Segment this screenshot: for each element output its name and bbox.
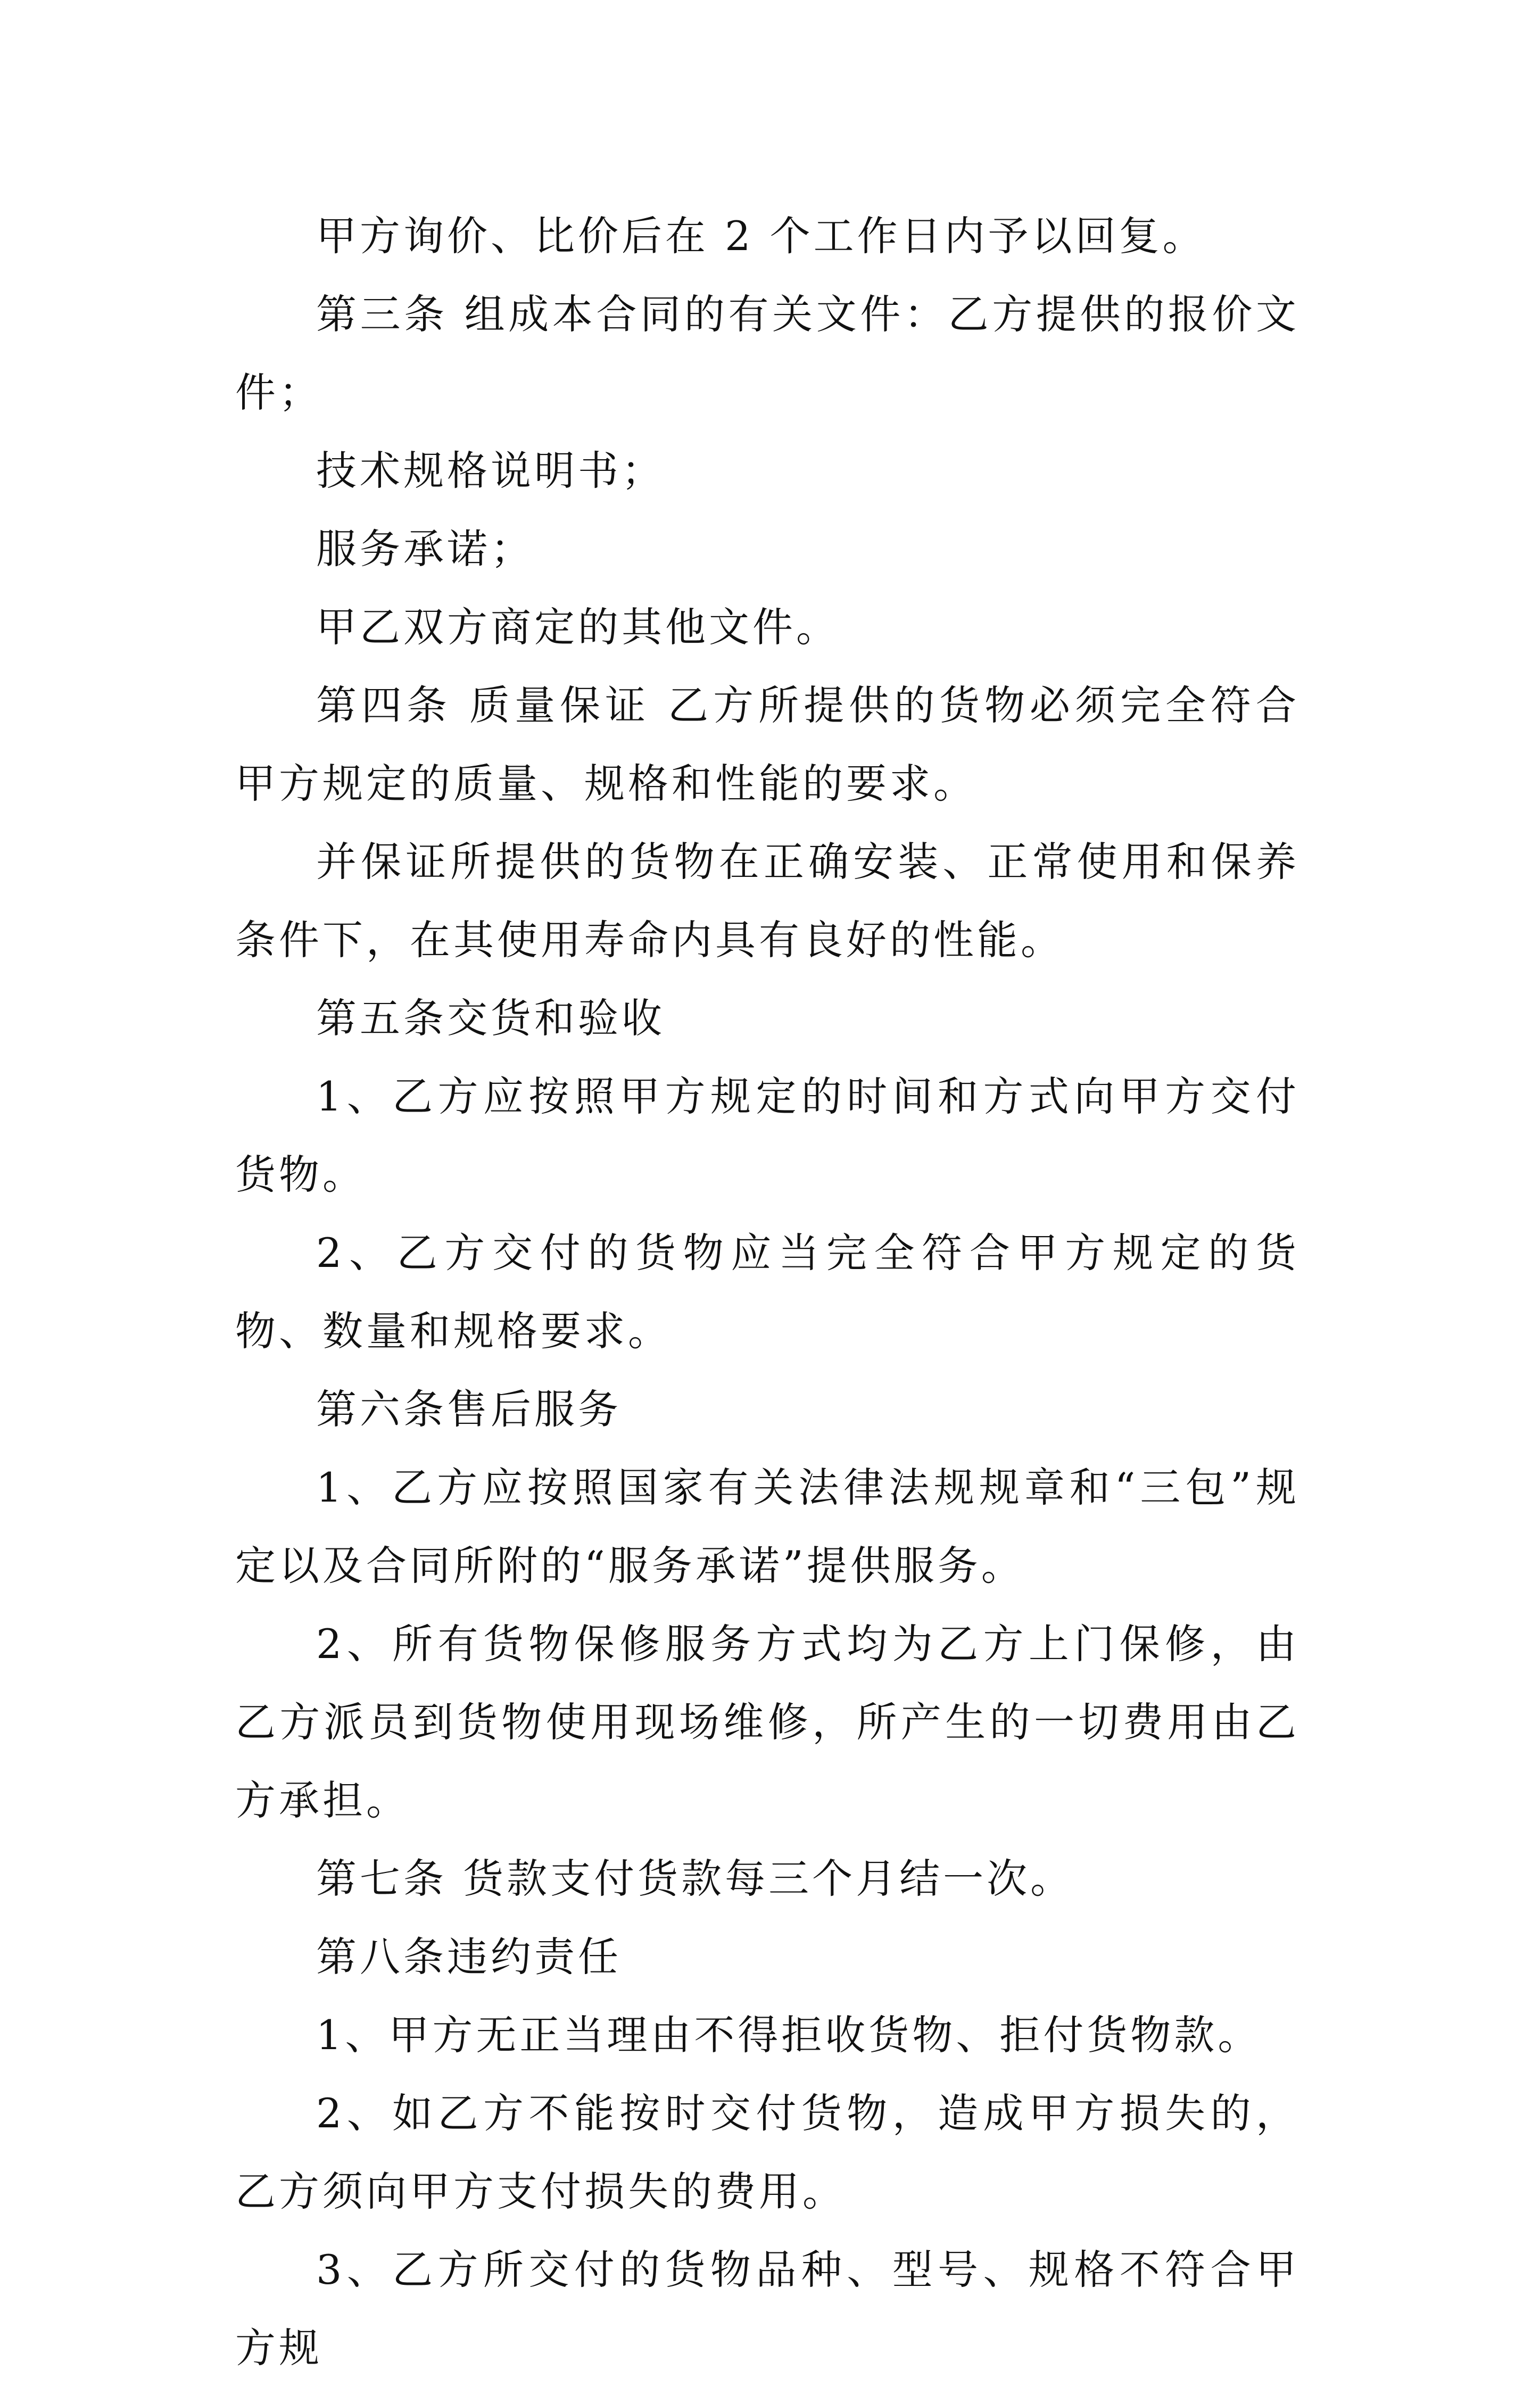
paragraph: 2、如乙方不能按时交付货物，造成甲方损失的，乙方须向甲方支付损失的费用。 (235, 2090, 1299, 2215)
paragraph: 1、乙方应按照国家有关法律法规规章和“三包”规定以及合同所附的“服务承诺”提供服务。 (235, 1464, 1299, 1589)
paragraph: 技术规格说明书； (316, 447, 665, 494)
document-body (235, 197, 1299, 2387)
paragraph: 第八条违约责任 (316, 1933, 622, 1980)
paragraph: 甲方询价、比价后在 2 个工作日内予以回复。 (316, 212, 1206, 260)
paragraph: 并保证所提供的货物在正确安装、正常使用和保养条件下，在其使用寿命内具有良好的性能。 (235, 838, 1299, 964)
paragraph: 1、乙方应按照甲方规定的时间和方式向甲方交付货物。 (235, 1073, 1299, 1198)
paragraph: 1、甲方无正当理由不得拒收货物、拒付货物款。 (316, 2011, 1262, 2059)
paragraph: 第六条售后服务 (316, 1386, 622, 1433)
paragraph: 第五条交货和验收 (316, 994, 665, 1042)
paragraph: 第三条 组成本合同的有关文件：乙方提供的报价文件； (235, 291, 1299, 416)
paragraph: 第七条 货款支付货款每三个月结一次。 (316, 1855, 1074, 1902)
paragraph: 2、所有货物保修服务方式均为乙方上门保修，由乙方派员到货物使用现场维修，所产生的一切费用由乙方承担。 (235, 1620, 1299, 1824)
paragraph: 3、乙方所交付的货物品种、型号、规格不符合甲方规 (235, 2246, 1299, 2372)
paragraph: 2、乙方交付的货物应当完全符合甲方规定的货物、数量和规格要求。 (235, 1229, 1299, 1355)
paragraph: 第四条 质量保证 乙方所提供的货物必须完全符合甲方规定的质量、规格和性能的要求。 (235, 682, 1299, 807)
paragraph: 甲乙双方商定的其他文件。 (316, 603, 840, 651)
paragraph: 服务承诺； (316, 525, 534, 573)
